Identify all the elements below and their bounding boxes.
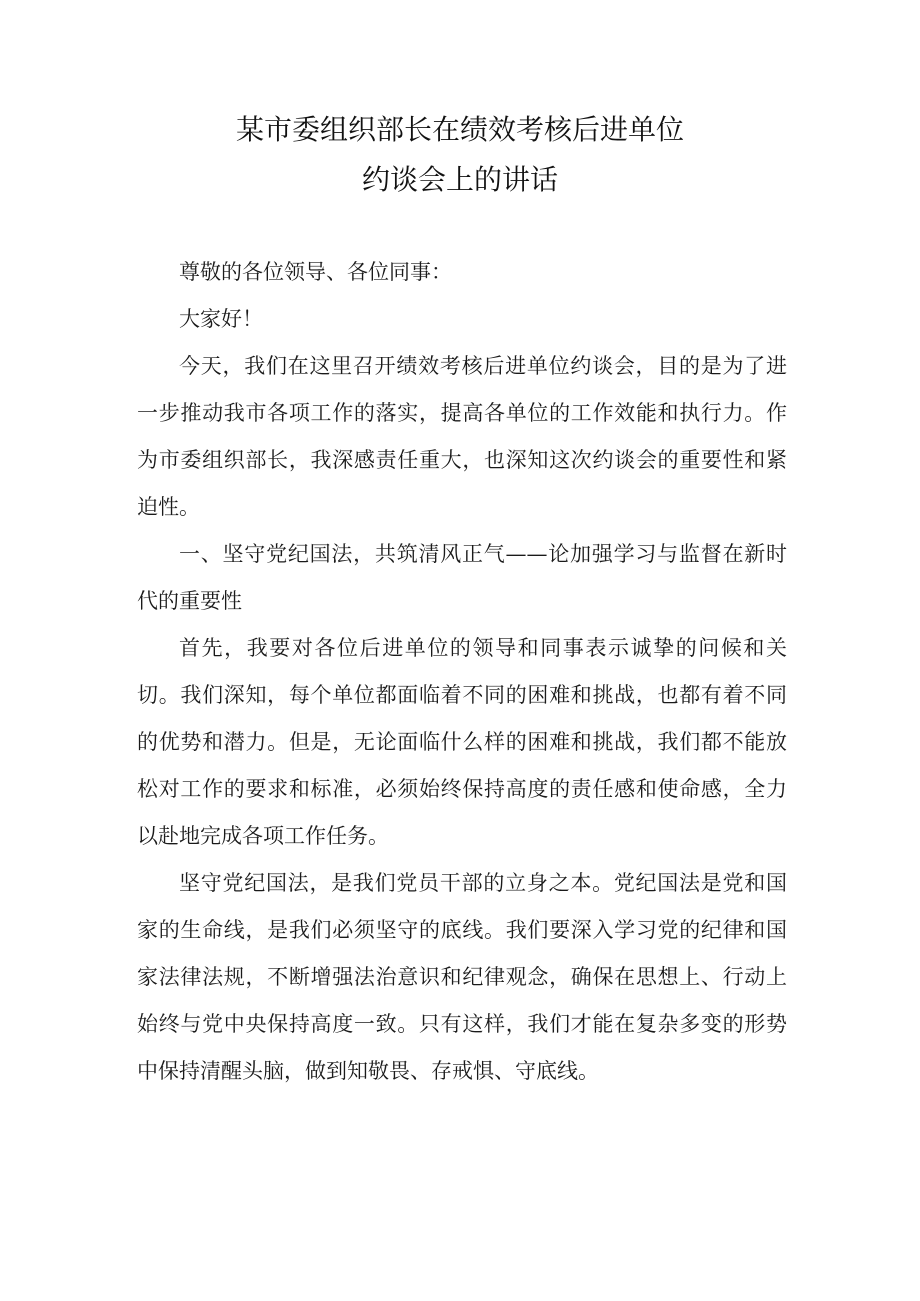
section-heading-paragraph: 一、坚守党纪国法，共筑清风正气——论加强学习与监督在新时代的重要性	[137, 542, 787, 613]
salutation-paragraph: 尊敬的各位领导、各位同事：	[179, 260, 452, 284]
body-paragraph: 坚守党纪国法，是我们党员干部的立身之本。党纪国法是党和国家的生命线，是我们必须坚守的底线。我们要深入学习党的纪律和国家法律法规，不断增强法治意识和纪律观念，确保在思想上、行动上始终与党中央保持高度一致。只有这样，我们才能在复杂多变的形势中保持清醒头脑，做到知敬畏、存戒惧、守底线。	[137, 871, 787, 1083]
greeting-paragraph: 大家好！	[179, 307, 263, 331]
document-title-line-2: 约谈会上的讲话	[361, 163, 558, 196]
document-body	[137, 249, 787, 1095]
body-paragraph: 首先，我要对各位后进单位的领导和同事表示诚挚的问候和关切。我们深知，每个单位都面临着不同的困难和挑战，也都有着不同的优势和潜力。但是，无论面临什么样的困难和挑战，我们都不能放松对工作的要求和标准，必须始终保持高度的责任感和使命感，全力以赴地完成各项工作任务。	[137, 636, 787, 848]
body-paragraph: 今天，我们在这里召开绩效考核后进单位约谈会，目的是为了进一步推动我市各项工作的落实，提高各单位的工作效能和执行力。作为市委组织部长，我深感责任重大，也深知这次约谈会的重要性和紧迫性。	[137, 354, 787, 519]
document-title-line-1: 某市委组织部长在绩效考核后进单位	[235, 113, 684, 146]
